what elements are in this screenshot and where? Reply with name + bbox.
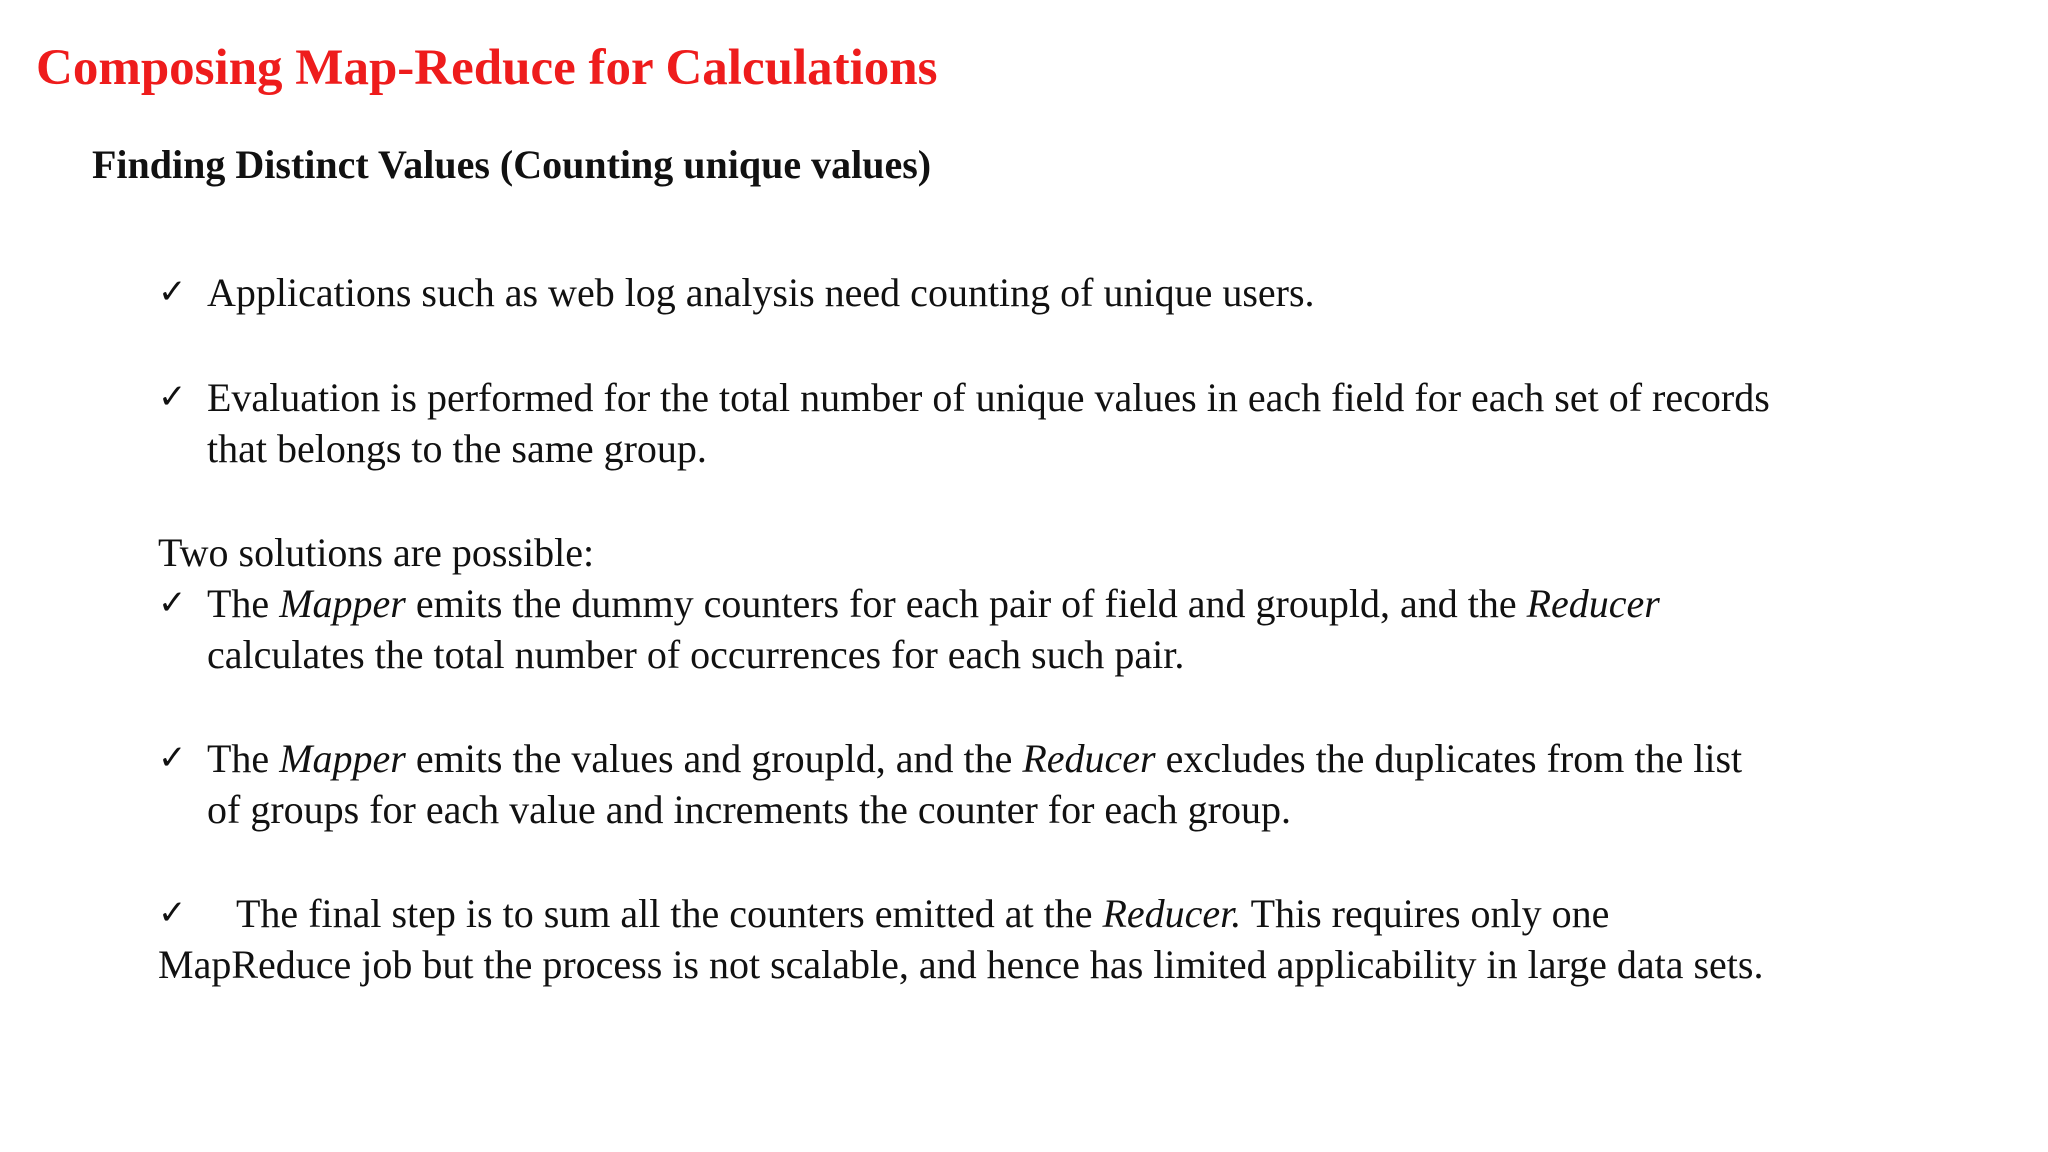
checkmark-icon: ✓	[158, 272, 187, 312]
solutions-intro: Two solutions are possible:	[158, 530, 595, 575]
bullet-5-text	[158, 888, 1763, 990]
bullet-5-reducer: Reducer.	[1102, 891, 1242, 936]
bullet-2-text	[207, 372, 1770, 474]
bullet-2-line-1: Evaluation is performed for the total number of unique values in each field for each set of records	[207, 375, 1770, 420]
bullet-5	[158, 888, 1763, 990]
bullet-1-line-1: Applications such as web log analysis need counting of unique users.	[207, 270, 1315, 315]
bullet-3-text	[207, 578, 1660, 680]
bullet-4-text	[207, 733, 1742, 835]
bullet-4-the: The	[207, 736, 270, 781]
bullet-2-line-2: that belongs to the same group.	[207, 426, 707, 471]
checkmark-icon: ✓	[158, 377, 187, 417]
slide-subtitle: Finding Distinct Values (Counting unique values)	[92, 142, 932, 187]
bullet-4-mapper: Mapper	[279, 736, 406, 781]
bullet-5-line-2: MapReduce job but the process is not scalable, and hence has limited applicability in large data sets.	[158, 942, 1764, 987]
bullet-4-line-1	[207, 733, 1742, 784]
bullet-4-line-2: of groups for each value and increments the counter for each group.	[207, 787, 1292, 832]
checkmark-icon: ✓	[158, 738, 187, 778]
slide-title: Composing Map-Reduce for Calculations	[36, 40, 938, 96]
bullet-5-tail: This requires only one	[1250, 891, 1610, 936]
bullet-3-line-1	[207, 578, 1660, 629]
bullet-5-line-1	[158, 888, 1763, 939]
bullet-3-the: The	[207, 581, 270, 626]
bullet-4-reducer: Reducer	[1022, 736, 1156, 781]
bullet-3-reducer: Reducer	[1526, 581, 1660, 626]
bullet-4-tail: excludes the duplicates from the list	[1165, 736, 1743, 781]
bullet-3-line-2: calculates the total number of occurrences for each such pair.	[207, 632, 1185, 677]
checkmark-icon: ✓	[158, 583, 187, 623]
bullet-4-mid: emits the values and groupld, and the	[415, 736, 1013, 781]
bullet-3-mapper: Mapper	[279, 581, 406, 626]
bullet-5-lead: The final step is to sum all the counters emitted at the	[236, 891, 1093, 936]
bullet-3-mid: emits the dummy counters for each pair of field and groupld, and the	[415, 581, 1517, 626]
checkmark-icon: ✓	[158, 893, 187, 933]
bullet-1-text	[207, 267, 1315, 318]
